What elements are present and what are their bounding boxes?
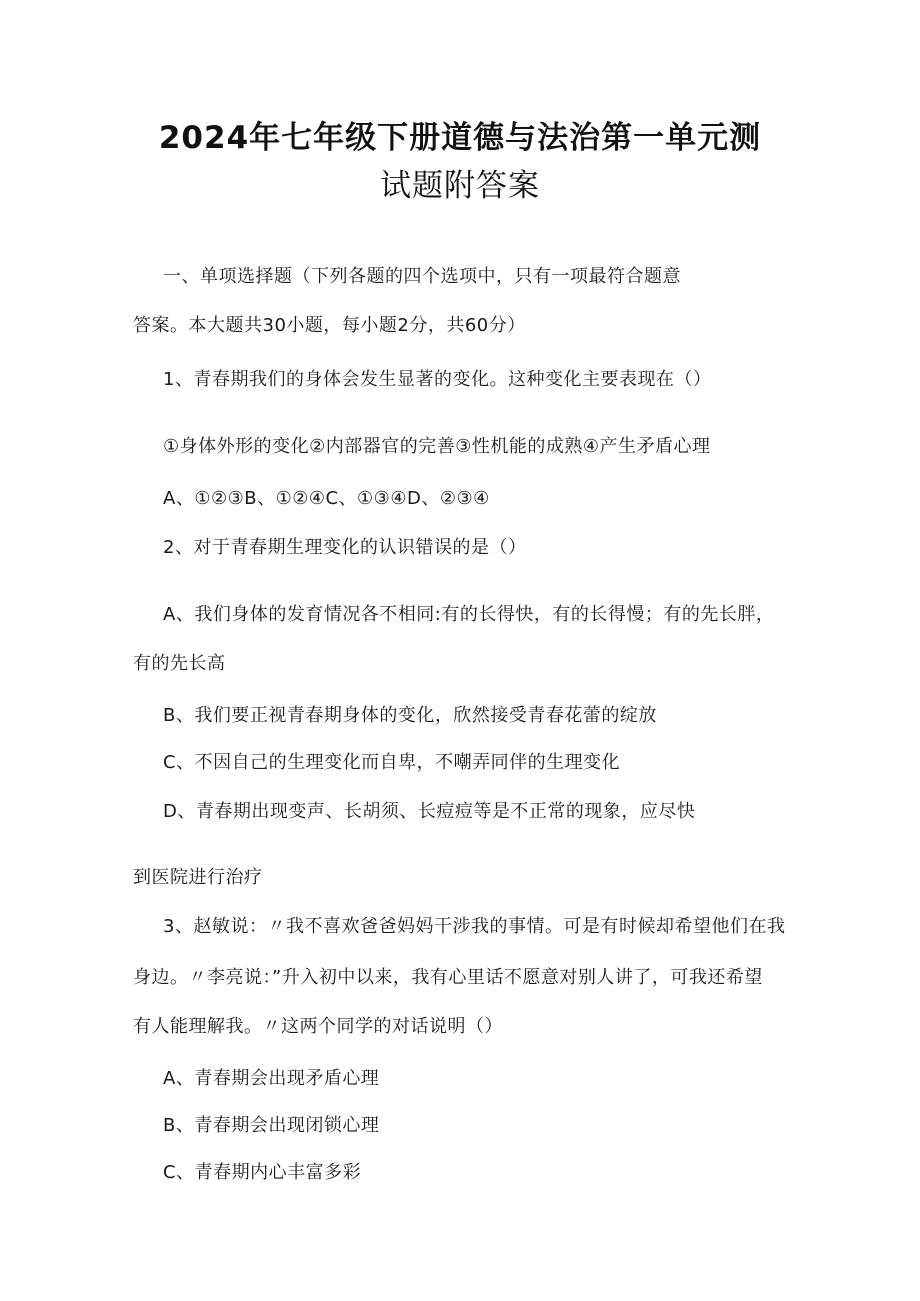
question-2-option-d-line2: 到医院进行治疗 bbox=[133, 867, 263, 888]
question-3-stem-line3: 有人能理解我。〃这两个同学的对话说明（） bbox=[133, 1016, 503, 1037]
question-2-option-c: C、不因自己的生理变化而自卑，不嘲弄同伴的生理变化 bbox=[163, 752, 621, 773]
question-2-option-a-line2: 有的先长高 bbox=[133, 653, 226, 674]
question-1-options: A、①②③B、①②④C、①③④D、②③④ bbox=[163, 488, 490, 509]
question-3-stem-line2: 身边。〃李亮说：”升入初中以来，我有心里话不愿意对别人讲了，可我还希望 bbox=[133, 967, 763, 988]
section-heading-line2: 答案。本大题共30小题，每小题2分，共60分） bbox=[133, 315, 526, 336]
question-1-statements: ①身体外形的变化②内部器官的完善③性机能的成熟④产生矛盾心理 bbox=[163, 436, 711, 457]
document-title-line1: 2024年七年级下册道德与法治第一单元测 bbox=[158, 120, 762, 156]
question-3-option-a: A、青春期会出现矛盾心理 bbox=[163, 1068, 380, 1089]
question-3-option-b: B、青春期会出现闭锁心理 bbox=[163, 1115, 380, 1136]
document-title-line2: 试题附答案 bbox=[380, 168, 540, 204]
question-2-option-a-line1: A、我们身体的发育情况各不相同:有的长得快，有的长得慢；有的先长胖， bbox=[163, 604, 775, 625]
question-2-option-b: B、我们要正视青春期身体的变化，欣然接受青春花蕾的绽放 bbox=[163, 705, 657, 726]
question-1-stem: 1、青春期我们的身体会发生显著的变化。这种变化主要表现在（） bbox=[163, 369, 712, 390]
question-2-option-d-line1: D、青春期出现变声、长胡须、长痘痘等是不正常的现象，应尽快 bbox=[163, 801, 696, 822]
question-3-option-c: C、青春期内心丰富多彩 bbox=[163, 1162, 362, 1183]
section-heading-line1: 一、单项选择题（下列各题的四个选项中，只有一项最符合题意 bbox=[163, 266, 681, 287]
question-2-stem: 2、对于青春期生理变化的认识错误的是（） bbox=[163, 537, 527, 558]
question-3-stem-line1: 3、赵敏说：〃我不喜欢爸爸妈妈干涉我的事情。可是有时候却希望他们在我 bbox=[163, 916, 786, 937]
